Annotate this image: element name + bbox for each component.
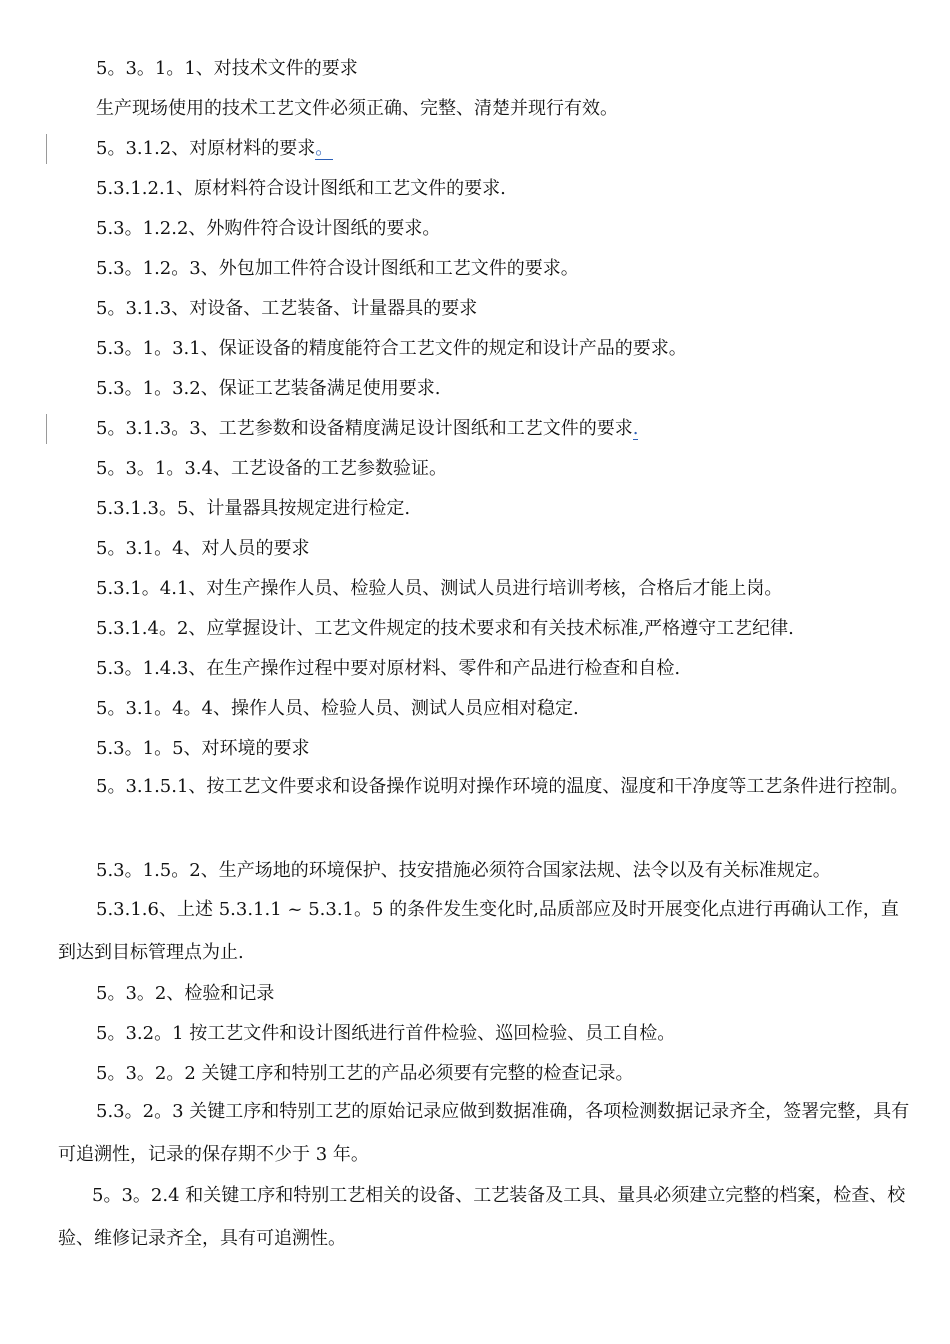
- paragraph: 5.3.1。4.1、对生产操作人员、检验人员、测试人员进行培训考核，合格后才能上岗。: [96, 578, 783, 599]
- paragraph: 5.3。2。3 关键工序和特别工艺的原始记录应做到数据准确，各项检测数据记录齐全，签署完整，具有可追溯性，记录的保存期不少于 3 年。: [58, 1101, 910, 1165]
- paragraph: 5.3.1.4。2、应掌握设计、工艺文件规定的技术要求和有关技术标准,严格遵守工艺纪律.: [96, 618, 794, 639]
- paragraph: 5。3。1。3.4、工艺设备的工艺参数验证。: [96, 458, 447, 479]
- paragraph: 5.3。1.5。2、生产场地的环境保护、技安措施必须符合国家法规、法令以及有关标准规定。: [96, 860, 831, 881]
- paragraph-text: 5。3.1.3。3、工艺参数和设备精度满足设计图纸和工艺文件的要求: [96, 418, 633, 439]
- heading-5-3-1-1: 5。3。1。1、对技术文件的要求: [96, 58, 358, 79]
- revision-mark: .: [632, 418, 639, 439]
- heading-text: 5。3.1.2、对原材料的要求: [96, 138, 316, 159]
- revision-mark: 。: [315, 138, 334, 159]
- paragraph: 5.3.1.6、上述 5.3.1.1 ~ 5.3.1。5 的条件发生变化时,品质部应及时开展变化点进行再确认工作，直到达到目标管理点为止.: [58, 899, 899, 963]
- revision-bar: [46, 414, 47, 444]
- paragraph: 5.3.1.3。5、计量器具按规定进行检定.: [96, 498, 411, 519]
- paragraph: 5.3。1.4.3、在生产操作过程中要对原材料、零件和产品进行检查和自检.: [96, 658, 681, 679]
- paragraph: [96, 417, 638, 441]
- heading-5-3-1-4: 5。3.1。4、对人员的要求: [96, 538, 310, 559]
- paragraph: 5。3.1.5.1、按工艺文件要求和设备操作说明对操作环境的温度、湿度和干净度等工艺条件进行控制。: [96, 776, 909, 797]
- revision-bar: [46, 134, 47, 164]
- paragraph: 5.3.1.2.1、原材料符合设计图纸和工艺文件的要求.: [96, 178, 506, 199]
- heading-5-3-1-5: 5.3。1。5、对环境的要求: [96, 738, 310, 759]
- paragraph: 5。3。2.4 和关键工序和特别工艺相关的设备、工艺装备及工具、量具必须建立完整的档案，检查、校验、维修记录齐全，具有可追溯性。: [58, 1185, 906, 1249]
- paragraph: 5.3。1。3.2、保证工艺装备满足使用要求.: [96, 378, 441, 399]
- paragraph: 5.3。1。3.1、保证设备的精度能符合工艺文件的规定和设计产品的要求。: [96, 338, 687, 359]
- heading-5-3-1-3: 5。3.1.3、对设备、工艺装备、计量器具的要求: [96, 298, 478, 319]
- paragraph: 5。3.2。1 按工艺文件和设计图纸进行首件检验、巡回检验、员工自检。: [96, 1023, 676, 1044]
- paragraph: 5。3.1。4。4、操作人员、检验人员、测试人员应相对稳定.: [96, 698, 579, 719]
- heading-5-3-2: 5。3。2、检验和记录: [96, 983, 275, 1004]
- paragraph: 5.3。1.2.2、外购件符合设计图纸的要求。: [96, 218, 441, 239]
- paragraph: 生产现场使用的技术工艺文件必须正确、完整、清楚并现行有效。: [96, 98, 618, 119]
- paragraph: 5。3。2。2 关键工序和特别工艺的产品必须要有完整的检查记录。: [96, 1063, 634, 1084]
- paragraph: 5.3。1.2。3、外包加工件符合设计图纸和工艺文件的要求。: [96, 258, 579, 279]
- heading-5-3-1-2: [96, 137, 333, 161]
